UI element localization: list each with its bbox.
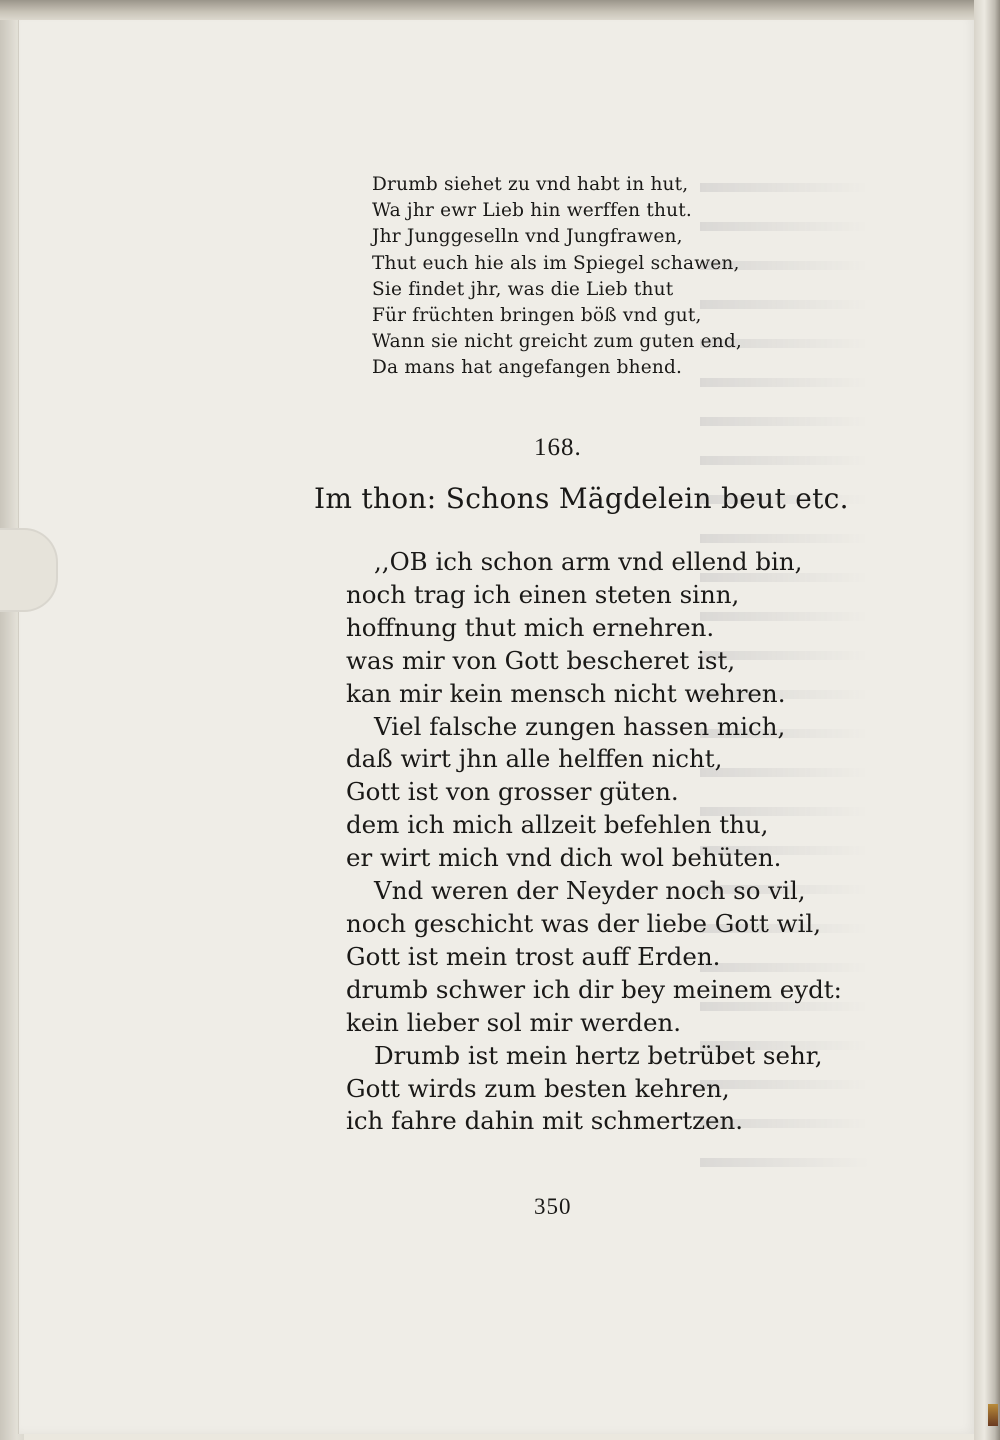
song-line: er wirt mich vnd dich wol behüten.: [346, 843, 782, 873]
page-number: 350: [534, 1194, 572, 1219]
verse-line: Drumb siehet zu vnd habt in hut,: [372, 174, 689, 195]
book-top-edge: [0, 0, 1000, 20]
song-line: ich fahre dahin mit schmertzen.: [346, 1106, 744, 1136]
song-line: noch trag ich einen steten sinn,: [346, 579, 740, 609]
bookmark-ribbon: [988, 1404, 998, 1426]
verse-line: Sie findet jhr, was die Lieb thut: [372, 278, 674, 300]
song-line: hoffnung thut mich ernehren.: [346, 612, 715, 642]
verse-line: Da mans hat angefangen bhend.: [372, 357, 683, 379]
song-line: was mir von Gott bescheret ist,: [346, 645, 736, 675]
top-verse: [372, 172, 792, 382]
page-clip: [0, 528, 58, 612]
song-line: kein lieber sol mir werden.: [346, 1007, 682, 1037]
song-line: Gott ist mein trost auff Erden.: [346, 941, 721, 971]
song-line: Gott wirds zum besten kehren,: [346, 1073, 730, 1103]
song-heading: Im thon: Schons Mägdelein beut etc.: [314, 482, 849, 515]
song-line: kan mir kein mensch nicht wehren.: [346, 678, 786, 708]
song-line: ,,OB ich schon arm vnd ellend bin,: [374, 547, 803, 576]
song-number: 168.: [534, 434, 582, 461]
song-line: Vnd weren der Neyder noch so vil,: [374, 876, 806, 906]
verse-line: Thut euch hie als im Spiegel schawen,: [372, 252, 740, 274]
verse-line: Wann sie nicht greicht zum guten end,: [372, 331, 742, 353]
song-line: dem ich mich allzeit befehlen thu,: [346, 810, 769, 840]
song-line: noch geschicht was der liebe Gott wil,: [346, 908, 822, 938]
song-line: Drumb ist mein hertz betrübet sehr,: [374, 1040, 823, 1070]
page-edges-right: [974, 0, 1000, 1440]
verse-line: Für früchten bringen böß vnd gut,: [372, 305, 702, 327]
song-line: Viel falsche zungen hassen mich,: [374, 711, 786, 741]
song-text: [346, 546, 842, 1138]
verse-line: Jhr Junggeselln vnd Jungfrawen,: [372, 226, 683, 248]
verse-line: Wa jhr ewr Lieb hin werffen thut.: [372, 200, 692, 222]
song-line: drumb schwer ich dir bey meinem eydt:: [346, 974, 842, 1004]
song-line: daß wirt jhn alle helffen nicht,: [346, 744, 723, 774]
song-line: Gott ist von grosser güten.: [346, 777, 679, 807]
